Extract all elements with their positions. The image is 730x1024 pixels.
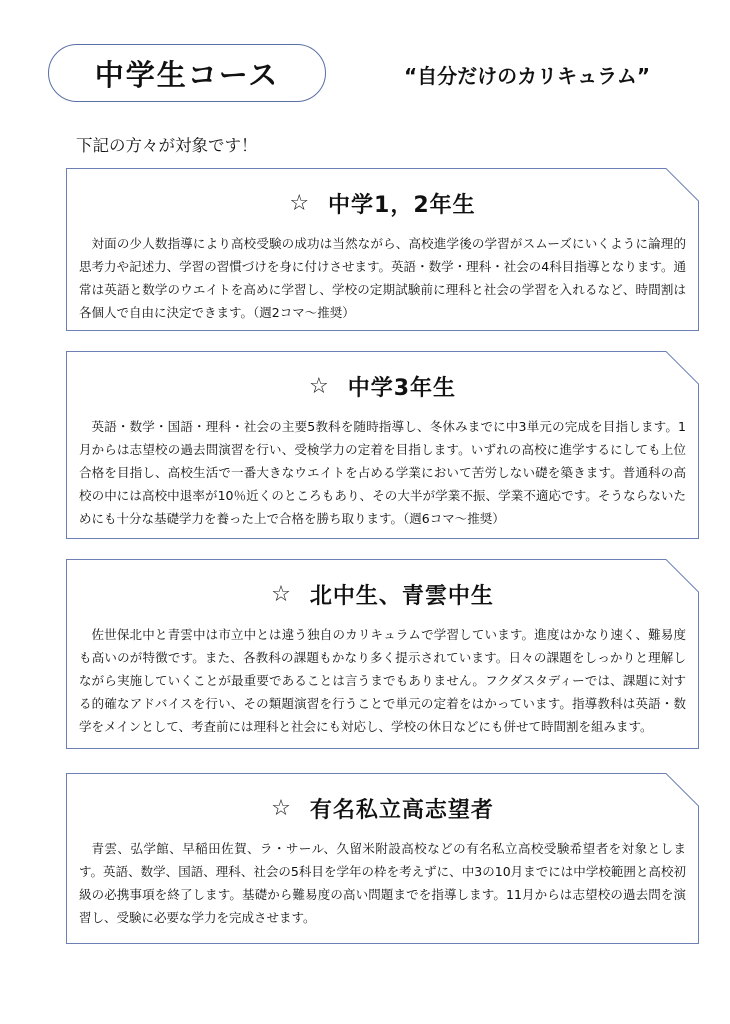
course-heading	[66, 577, 699, 611]
star-icon: ☆	[271, 581, 292, 607]
course-heading	[66, 791, 699, 825]
course-subtitle: “自分だけのカリキュラム”	[403, 64, 651, 88]
star-icon: ☆	[271, 795, 292, 821]
course-heading-text: 北中生、青雲中生	[309, 583, 494, 609]
course-card-grade-1-2	[66, 168, 699, 331]
course-description: 英語・数学・国語・理科・社会の主要5教科を随時指導し、冬休みまでに中3単元の完成を目指します。1月からは志望校の過去問演習を行い、受検学力の定着を目指します。いずれの高校に進学するにしても上位合格を目指し、高校生活で一番大きなウエイトを占める学業において苦労しない礎を築きます。普通科の高校の中には高校中退率が10％近くのところもあり、その大半が学業不振、学業不適応です。そうならないためにも十分な基礎学力を養った上で合格を勝ち取ります。（週6コマ～推奨）	[79, 419, 686, 526]
star-icon: ☆	[308, 373, 330, 399]
course-heading-text: 有名私立高志望者	[309, 797, 494, 823]
course-title: 中学生コース	[48, 44, 326, 102]
course-card-kitachu-seiun	[66, 559, 699, 749]
course-heading-text: 中学3年生	[347, 375, 457, 401]
course-card-private-high	[66, 773, 699, 944]
course-heading-text: 中学1，2年生	[328, 192, 476, 218]
course-description: 佐世保北中と青雲中は市立中とは違う独自のカリキュラムで学習しています。進度はかなり速く、難易度も高いのが特徴です。また、各教科の課題もかなり多く提示されています。日々の課題をしっかりと理解しながら実施していくことが最重要であることは言うまでもありません。フクダスタディーでは、課題に対する的確なアドバイスを行い、その類題演習を行うことで単元の定着をはかっています。指導教科は英語・数学をメインとして、考査前には理科と社会にも対応し、学校の休日などにも併せて時間割を組みます。	[79, 627, 686, 734]
course-card-grade-3	[66, 351, 699, 539]
course-heading	[66, 186, 699, 220]
star-icon: ☆	[289, 190, 311, 216]
intro-text: 下記の方々が対象です！	[76, 136, 258, 155]
course-description: 対面の少人数指導により高校受験の成功は当然ながら、高校進学後の学習がスムーズにいくように論理的思考力や記述力、学習の習慣づけを身に付けさせます。英語・数学・理科・社会の4科目指導となります。通常は英語と数学のウエイトを高めに学習し、学校の定期試験前に理科と社会の学習を入れるなど、時間割は各個人で自由に決定できます。（週2コマ～推奨）	[79, 236, 686, 320]
course-description: 青雲、弘学館、早稲田佐賀、ラ・サール、久留米附設高校などの有名私立高校受験希望者を対象とします。英語、数学、国語、理科、社会の5科目を学年の枠を考えずに、中3の10月までには中学校範囲と高校初級の必携事項を終了します。基礎から難易度の高い問題までを指導します。11月からは志望校の過去問を演習し、受験に必要な学力を完成させます。	[79, 841, 686, 925]
course-heading	[66, 369, 699, 403]
